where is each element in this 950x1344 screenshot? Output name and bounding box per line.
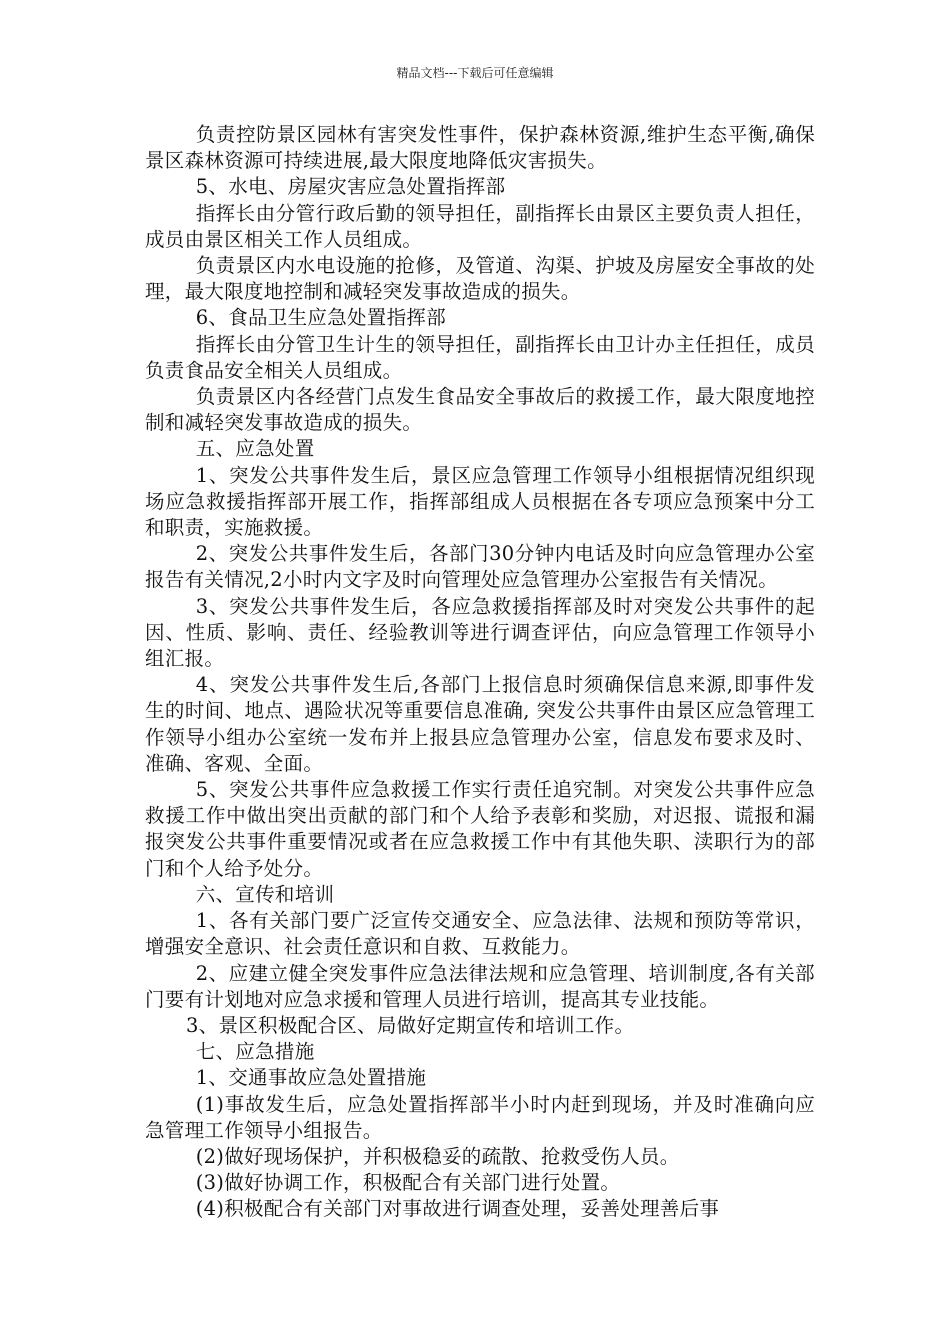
- paragraph: 3、景区积极配合区、局做好定期宣传和培训工作。: [185, 1013, 635, 1037]
- paragraph: 1、各有关部门要广泛宣传交通安全、应急法律、法规和预防等常识，增强安全意识、社会责任意识和自救、互救能力。: [145, 909, 815, 959]
- paragraph: 负责景区内水电设施的抢修，及管道、沟渠、护坡及房屋安全事故的处理，最大限度地控制和减轻突发事故造成的损失。: [145, 254, 815, 304]
- section-heading: 六、宣传和培训: [195, 882, 335, 906]
- paragraph: 指挥长由分管卫生计生的领导担任，副指挥长由卫计办主任担任，成员负责食品安全相关人员组成。: [145, 332, 815, 382]
- section-heading: 5、水电、房屋灾害应急处置指挥部: [195, 175, 506, 199]
- list-item: (2)做好现场保护，并积极稳妥的疏散、抢救受伤人员。: [195, 1144, 680, 1168]
- list-item: (3)做好协调工作，积极配合有关部门进行处置。: [195, 1171, 621, 1195]
- list-item: (4)积极配合有关部门对事故进行调查处理，妥善处理善后事: [195, 1197, 720, 1221]
- paragraph: 1、突发公共事件发生后，景区应急管理工作领导小组根据情况组织现场应急救援指挥部开展工作，指挥部组成人员根据在各专项应急预案中分工和职责，实施救援。: [145, 463, 815, 540]
- paragraph: 5、突发公共事件应急救援工作实行责任追究制。对突发公共事件应急救援工作中做出突出贡献的部门和个人给予表彰和奖励，对迟报、谎报和漏报突发公共事件重要情况或者在应急救援工作中有其他失职、渎职行为的部门和个人给予处分。: [145, 778, 815, 880]
- paragraph: 指挥长由分管行政后勤的领导担任，副指挥长由景区主要负责人担任，成员由景区相关工作人员组成。: [145, 201, 815, 251]
- paragraph: 2、突发公共事件发生后，各部门30分钟内电话及时向应急管理办公室报告有关情况,2小时内文字及时向管理处应急管理办公室报告有关情况。: [145, 542, 815, 592]
- section-heading: 七、应急措施: [195, 1040, 315, 1064]
- paragraph: 3、突发公共事件发生后，各应急救援指挥部及时对突发公共事件的起因、性质、影响、责任、经验教训等进行调查评估，向应急管理工作领导小组汇报。: [145, 594, 815, 671]
- list-item: (1)事故发生后，应急处置指挥部半小时内赶到现场，并及时准确向应急管理工作领导小组报告。: [145, 1092, 815, 1142]
- section-heading: 6、食品卫生应急处置指挥部: [195, 306, 446, 330]
- paragraph: 4、突发公共事件发生后,各部门上报信息时须确保信息来源,即事件发生的时间、地点、遇险状况等重要信息准确, 突发公共事件由景区应急管理工作领导小组办公室统一发布并上报县应急管理办公室，信息发布要求及时、准确、客观、全面。: [145, 673, 815, 775]
- paragraph: 负责景区内各经营门点发生食品安全事故后的救援工作，最大限度地控制和减轻突发事故造成的损失。: [145, 385, 815, 435]
- page-header: 精品文档---下载后可任意编辑: [396, 66, 554, 80]
- paragraph: 2、应建立健全突发事件应急法律法规和应急管理、培训制度,各有关部门要有计划地对应急求援和管理人员进行培训，提高其专业技能。: [145, 961, 815, 1011]
- paragraph: 负责控防景区园林有害突发性事件，保护森林资源,维护生态平衡,确保景区森林资源可持续进展,最大限度地降低灾害损失。: [145, 123, 815, 173]
- section-heading: 1、交通事故应急处置措施: [195, 1066, 427, 1090]
- section-heading: 五、应急处置: [195, 437, 315, 461]
- document-body: [145, 122, 815, 1223]
